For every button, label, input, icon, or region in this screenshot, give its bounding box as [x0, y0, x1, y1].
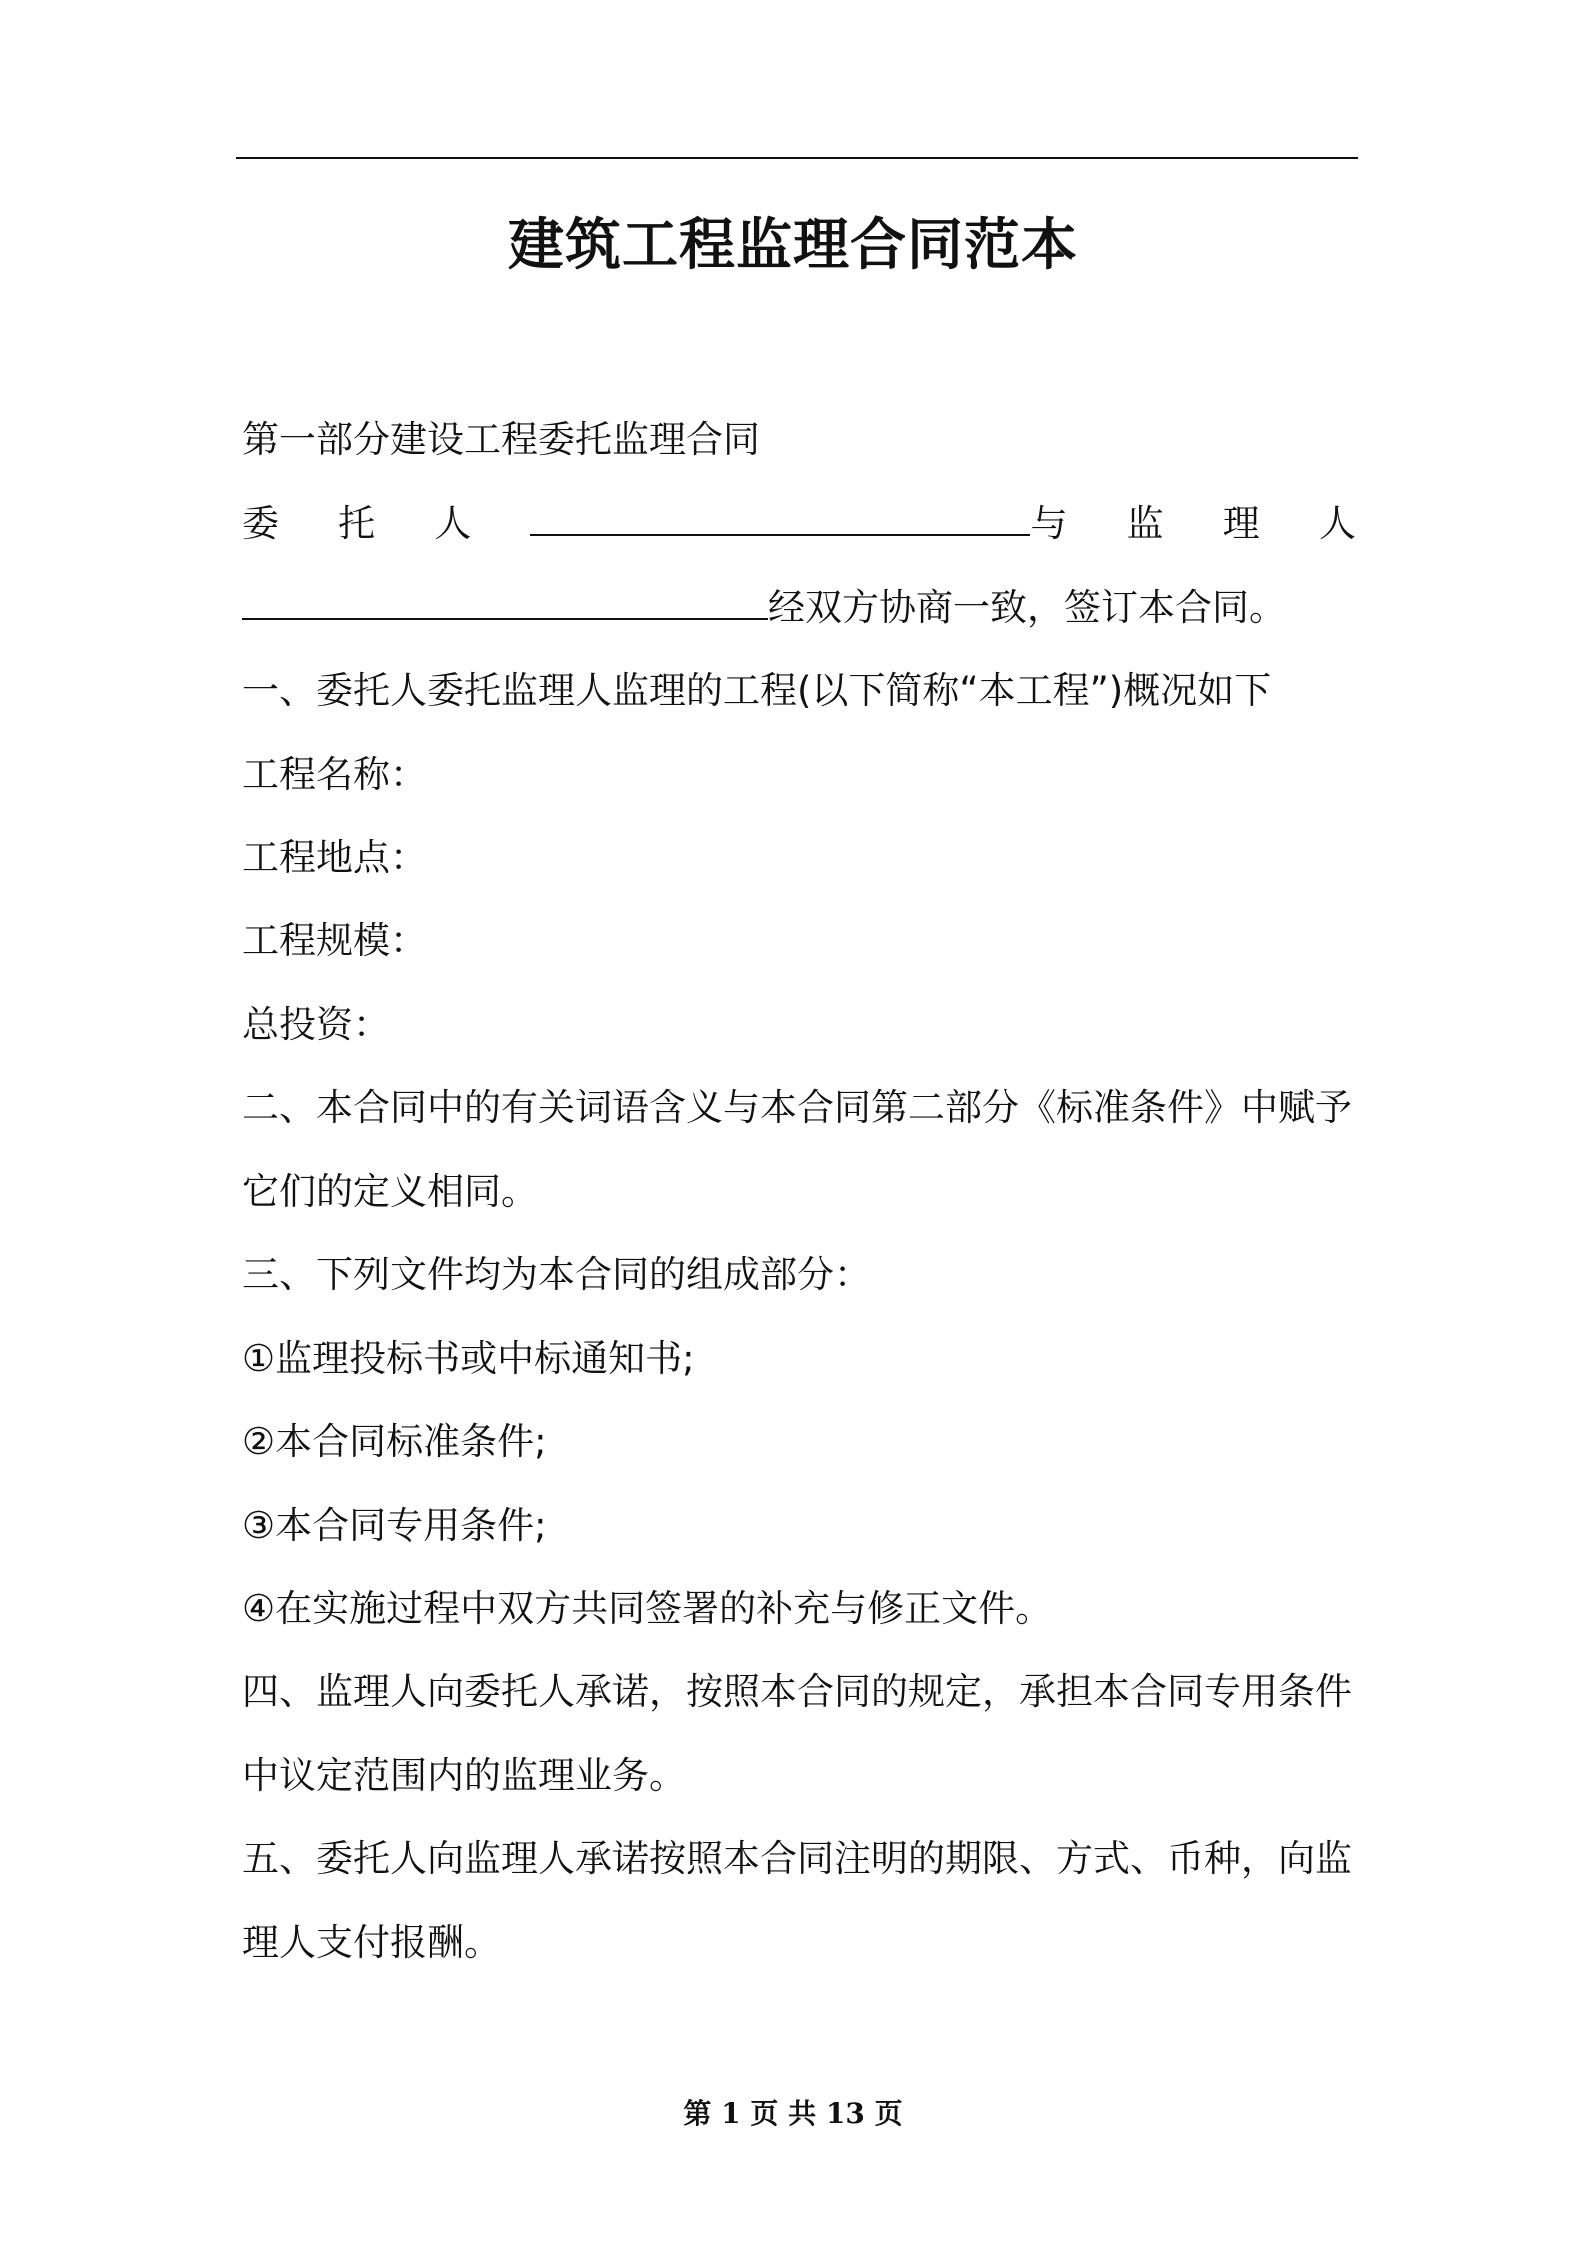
page-number: 第 1 页 共 13 页 [683, 2097, 903, 2130]
party-char: 人 [1318, 502, 1356, 545]
agreement-text: 经双方协商一致，签订本合同。 [768, 586, 1286, 629]
project-name-label: 工程名称： [242, 753, 427, 796]
party-char: 监 [1126, 502, 1164, 545]
agreement-line [242, 580, 1356, 636]
list-item-4: ④在实施过程中双方共同签署的补充与修正文件。 [242, 1587, 1053, 1630]
project-location-label: 工程地点： [242, 836, 427, 879]
clause-5-line-1: 五、委托人向监理人承诺按照本合同注明的期限、方式、币种，向监 [242, 1837, 1352, 1880]
list-item-2: ②本合同标准条件; [242, 1420, 547, 1463]
clause-5-line-2: 理人支付报酬。 [242, 1921, 501, 1964]
clause-4-line-1: 四、监理人向委托人承诺，按照本合同的规定，承担本合同专用条件 [242, 1670, 1352, 1713]
list-item-1: ①监理投标书或中标通知书; [242, 1337, 695, 1380]
clause-1: 一、委托人委托监理人监理的工程(以下简称“本工程”)概况如下 [242, 669, 1272, 712]
party-char: 托 [338, 502, 376, 545]
document-title: 建筑工程监理合同范本 [508, 213, 1078, 278]
clause-3: 三、下列文件均为本合同的组成部分： [242, 1253, 871, 1296]
client-name-blank [530, 504, 1030, 536]
party-line [242, 496, 1356, 552]
supervisor-name-blank [242, 588, 768, 620]
party-char: 委 [242, 502, 279, 545]
project-scale-label: 工程规模： [242, 919, 427, 962]
clause-2-line-2: 它们的定义相同。 [242, 1170, 538, 1213]
clause-2-line-1: 二、本合同中的有关词语含义与本合同第二部分《标准条件》中赋予 [242, 1086, 1352, 1129]
total-investment-label: 总投资： [242, 1003, 390, 1046]
list-item-3: ③本合同专用条件; [242, 1504, 547, 1547]
party-char: 理 [1222, 502, 1260, 545]
clause-4-line-2: 中议定范围内的监理业务。 [242, 1754, 686, 1797]
header-rule [236, 157, 1358, 159]
party-char: 人 [434, 502, 472, 545]
party-connector: 与 [1030, 502, 1068, 545]
section-title: 第一部分建设工程委托监理合同 [242, 418, 760, 461]
